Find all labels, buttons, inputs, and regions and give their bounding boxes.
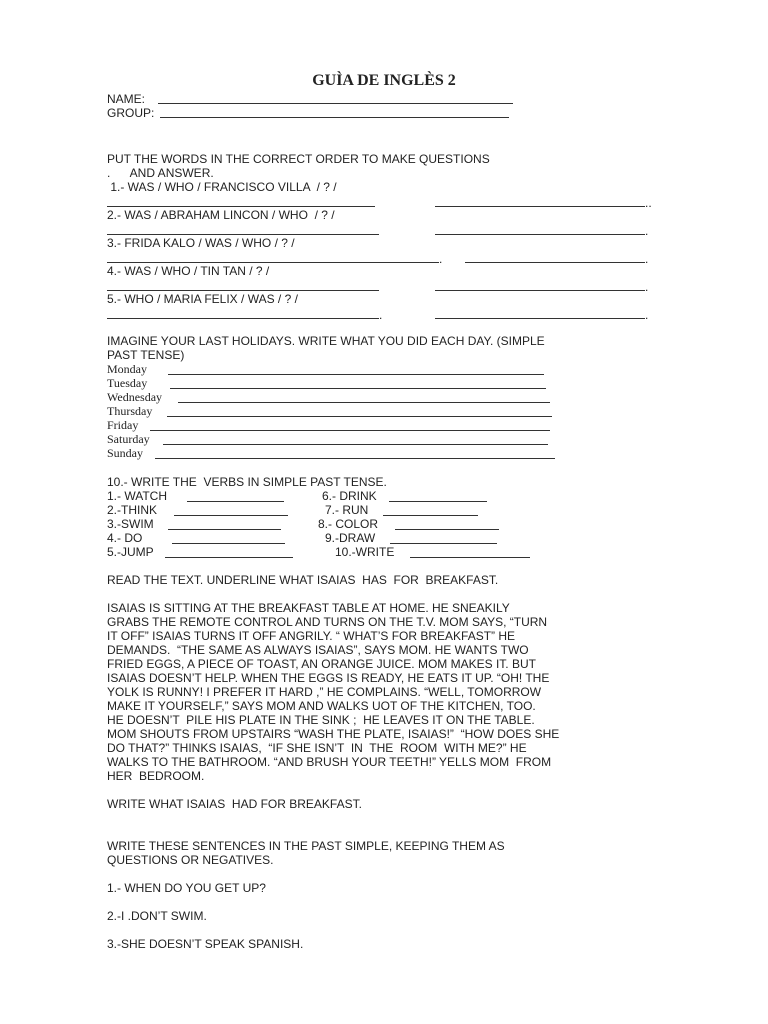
- verb-10: 10.-WRITE: [335, 545, 395, 559]
- group-blank[interactable]: [160, 117, 509, 118]
- reading-text-line: HE DOESN’T PILE HIS PLATE IN THE SINK ; HE LEAVES IT ON THE TABLE.: [107, 713, 535, 727]
- answer-5-blank[interactable]: [435, 318, 645, 319]
- day-blank-monday[interactable]: [168, 374, 544, 375]
- day-label-tuesday: Tuesday: [107, 376, 148, 390]
- day-label-friday: Friday: [107, 418, 139, 432]
- name-blank[interactable]: [158, 103, 513, 104]
- answer-3-blank[interactable]: [465, 262, 645, 263]
- reading-text-line: MAKE IT YOURSELF,” SAYS MOM AND WALKS UOT OF THE KITCHEN, TOO.: [107, 699, 536, 713]
- verb-5: 5.-JUMP: [107, 545, 154, 559]
- verb-7-blank[interactable]: [383, 515, 478, 516]
- verb-7: 7.- RUN: [325, 503, 369, 517]
- reading-text-line: DEMANDS. “THE SAME AS ALWAYS ISAIAS”, SAYS MOM. HE WANTS TWO: [107, 643, 529, 657]
- question-1-words: 1.- WAS / WHO / FRANCISCO VILLA / ? /: [107, 180, 337, 194]
- question-3-blank[interactable]: [107, 262, 439, 263]
- dot: .: [379, 308, 383, 322]
- day-blank-wednesday[interactable]: [178, 402, 550, 403]
- answer-2-blank[interactable]: [435, 234, 645, 235]
- group-label: GROUP:: [107, 106, 155, 120]
- section1-instruction: PUT THE WORDS IN THE CORRECT ORDER TO MAKE QUESTIONS: [107, 152, 490, 166]
- answer-4-blank[interactable]: [435, 290, 645, 291]
- verb-5-blank[interactable]: [165, 557, 293, 558]
- sentence-item: 2.-I .DON’T SWIM.: [107, 909, 207, 923]
- section5-instruction-cont: QUESTIONS OR NEGATIVES.: [107, 853, 274, 867]
- section2-instruction: IMAGINE YOUR LAST HOLIDAYS. WRITE WHAT YOU DID EACH DAY. (SIMPLE: [107, 334, 545, 348]
- verb-3-blank[interactable]: [168, 529, 281, 530]
- reading-text-line: ISAIAS DOESN’T HELP. WHEN THE EGGS IS READY, HE EATS IT UP. “OH! THE: [107, 671, 550, 685]
- day-label-thursday: Thursday: [107, 404, 153, 418]
- sentence-item: 1.- WHEN DO YOU GET UP?: [107, 881, 266, 895]
- section1-instruction-cont: . AND ANSWER.: [107, 166, 214, 180]
- page-title: GUÌA DE INGLÈS 2: [312, 72, 456, 89]
- question-1-blank[interactable]: [107, 206, 375, 207]
- name-label: NAME:: [107, 92, 146, 106]
- verb-4: 4.- DO: [107, 531, 143, 545]
- dot: .: [645, 252, 649, 266]
- verb-9-blank[interactable]: [390, 543, 497, 544]
- reading-text-line: FRIED EGGS, A PIECE OF TOAST, AN ORANGE JUICE. MOM MAKES IT. BUT: [107, 657, 536, 671]
- verb-6: 6.- DRINK: [322, 489, 377, 503]
- verb-10-blank[interactable]: [410, 557, 530, 558]
- question-2-words: 2.- WAS / ABRAHAM LINCON / WHO / ? /: [107, 208, 335, 222]
- day-blank-tuesday[interactable]: [170, 388, 546, 389]
- day-label-sunday: Sunday: [107, 446, 143, 460]
- section4-question: WRITE WHAT ISAIAS HAD FOR BREAKFAST.: [107, 797, 362, 811]
- verb-2-blank[interactable]: [174, 515, 288, 516]
- section5-instruction: WRITE THESE SENTENCES IN THE PAST SIMPLE, KEEPING THEM AS: [107, 839, 505, 853]
- day-blank-thursday[interactable]: [167, 416, 552, 417]
- verb-8: 8.- COLOR: [318, 517, 379, 531]
- day-blank-saturday[interactable]: [163, 444, 548, 445]
- section3-instruction: 10.- WRITE THE VERBS IN SIMPLE PAST TENSE.: [107, 475, 387, 489]
- reading-text-line: DO THAT?” THINKS ISAIAS, “IF SHE ISN’T IN THE ROOM WITH ME?” HE: [107, 741, 527, 755]
- dot: .: [645, 280, 649, 294]
- question-4-blank[interactable]: [107, 290, 379, 291]
- question-5-blank[interactable]: [107, 318, 379, 319]
- question-5-words: 5.- WHO / MARIA FELIX / WAS / ? /: [107, 292, 298, 306]
- day-label-wednesday: Wednesday: [107, 390, 163, 404]
- sentence-item: 3.-SHE DOESN’T SPEAK SPANISH.: [107, 937, 304, 951]
- question-2-blank[interactable]: [107, 234, 379, 235]
- day-label-monday: Monday: [107, 362, 147, 376]
- question-3-words: 3.- FRIDA KALO / WAS / WHO / ? /: [107, 236, 295, 250]
- dots: ..: [645, 196, 652, 210]
- dot: .: [439, 252, 443, 266]
- verb-6-blank[interactable]: [389, 501, 487, 502]
- reading-text-line: ISAIAS IS SITTING AT THE BREAKFAST TABLE AT HOME. HE SNEAKILY: [107, 601, 510, 615]
- day-label-saturday: Saturday: [107, 432, 150, 446]
- answer-1-blank[interactable]: [435, 206, 645, 207]
- reading-text-line: IT OFF” ISAIAS TURNS IT OFF ANGRILY. “ WHAT’S FOR BREAKFAST” HE: [107, 629, 516, 643]
- reading-text-line: YOLK IS RUNNY! I PREFER IT HARD ,” HE COMPLAINS. “WELL, TOMORROW: [107, 685, 542, 699]
- dot: .: [645, 224, 649, 238]
- dot: .: [645, 308, 649, 322]
- day-blank-friday[interactable]: [150, 430, 550, 431]
- verb-8-blank[interactable]: [395, 529, 499, 530]
- question-4-words: 4.- WAS / WHO / TIN TAN / ? /: [107, 264, 270, 278]
- reading-text-line: WALKS TO THE BATHROOM. “AND BRUSH YOUR TEETH!” YELLS MOM FROM: [107, 755, 552, 769]
- verb-3: 3.-SWIM: [107, 517, 154, 531]
- reading-text-line: MOM SHOUTS FROM UPSTAIRS “WASH THE PLATE, ISAIAS!” “HOW DOES SHE: [107, 727, 560, 741]
- section2-instruction-cont: PAST TENSE): [107, 348, 185, 362]
- verb-9: 9.-DRAW: [325, 531, 376, 545]
- reading-text-line: GRABS THE REMOTE CONTROL AND TURNS ON THE T.V. MOM SAYS, “TURN: [107, 615, 548, 629]
- reading-text-line: HER BEDROOM.: [107, 769, 205, 783]
- verb-1: 1.- WATCH: [107, 489, 167, 503]
- verb-2: 2.-THINK: [107, 503, 158, 517]
- day-blank-sunday[interactable]: [155, 458, 555, 459]
- verb-4-blank[interactable]: [172, 543, 285, 544]
- verb-1-blank[interactable]: [187, 501, 284, 502]
- section4-instruction: READ THE TEXT. UNDERLINE WHAT ISAIAS HAS FOR BREAKFAST.: [107, 573, 499, 587]
